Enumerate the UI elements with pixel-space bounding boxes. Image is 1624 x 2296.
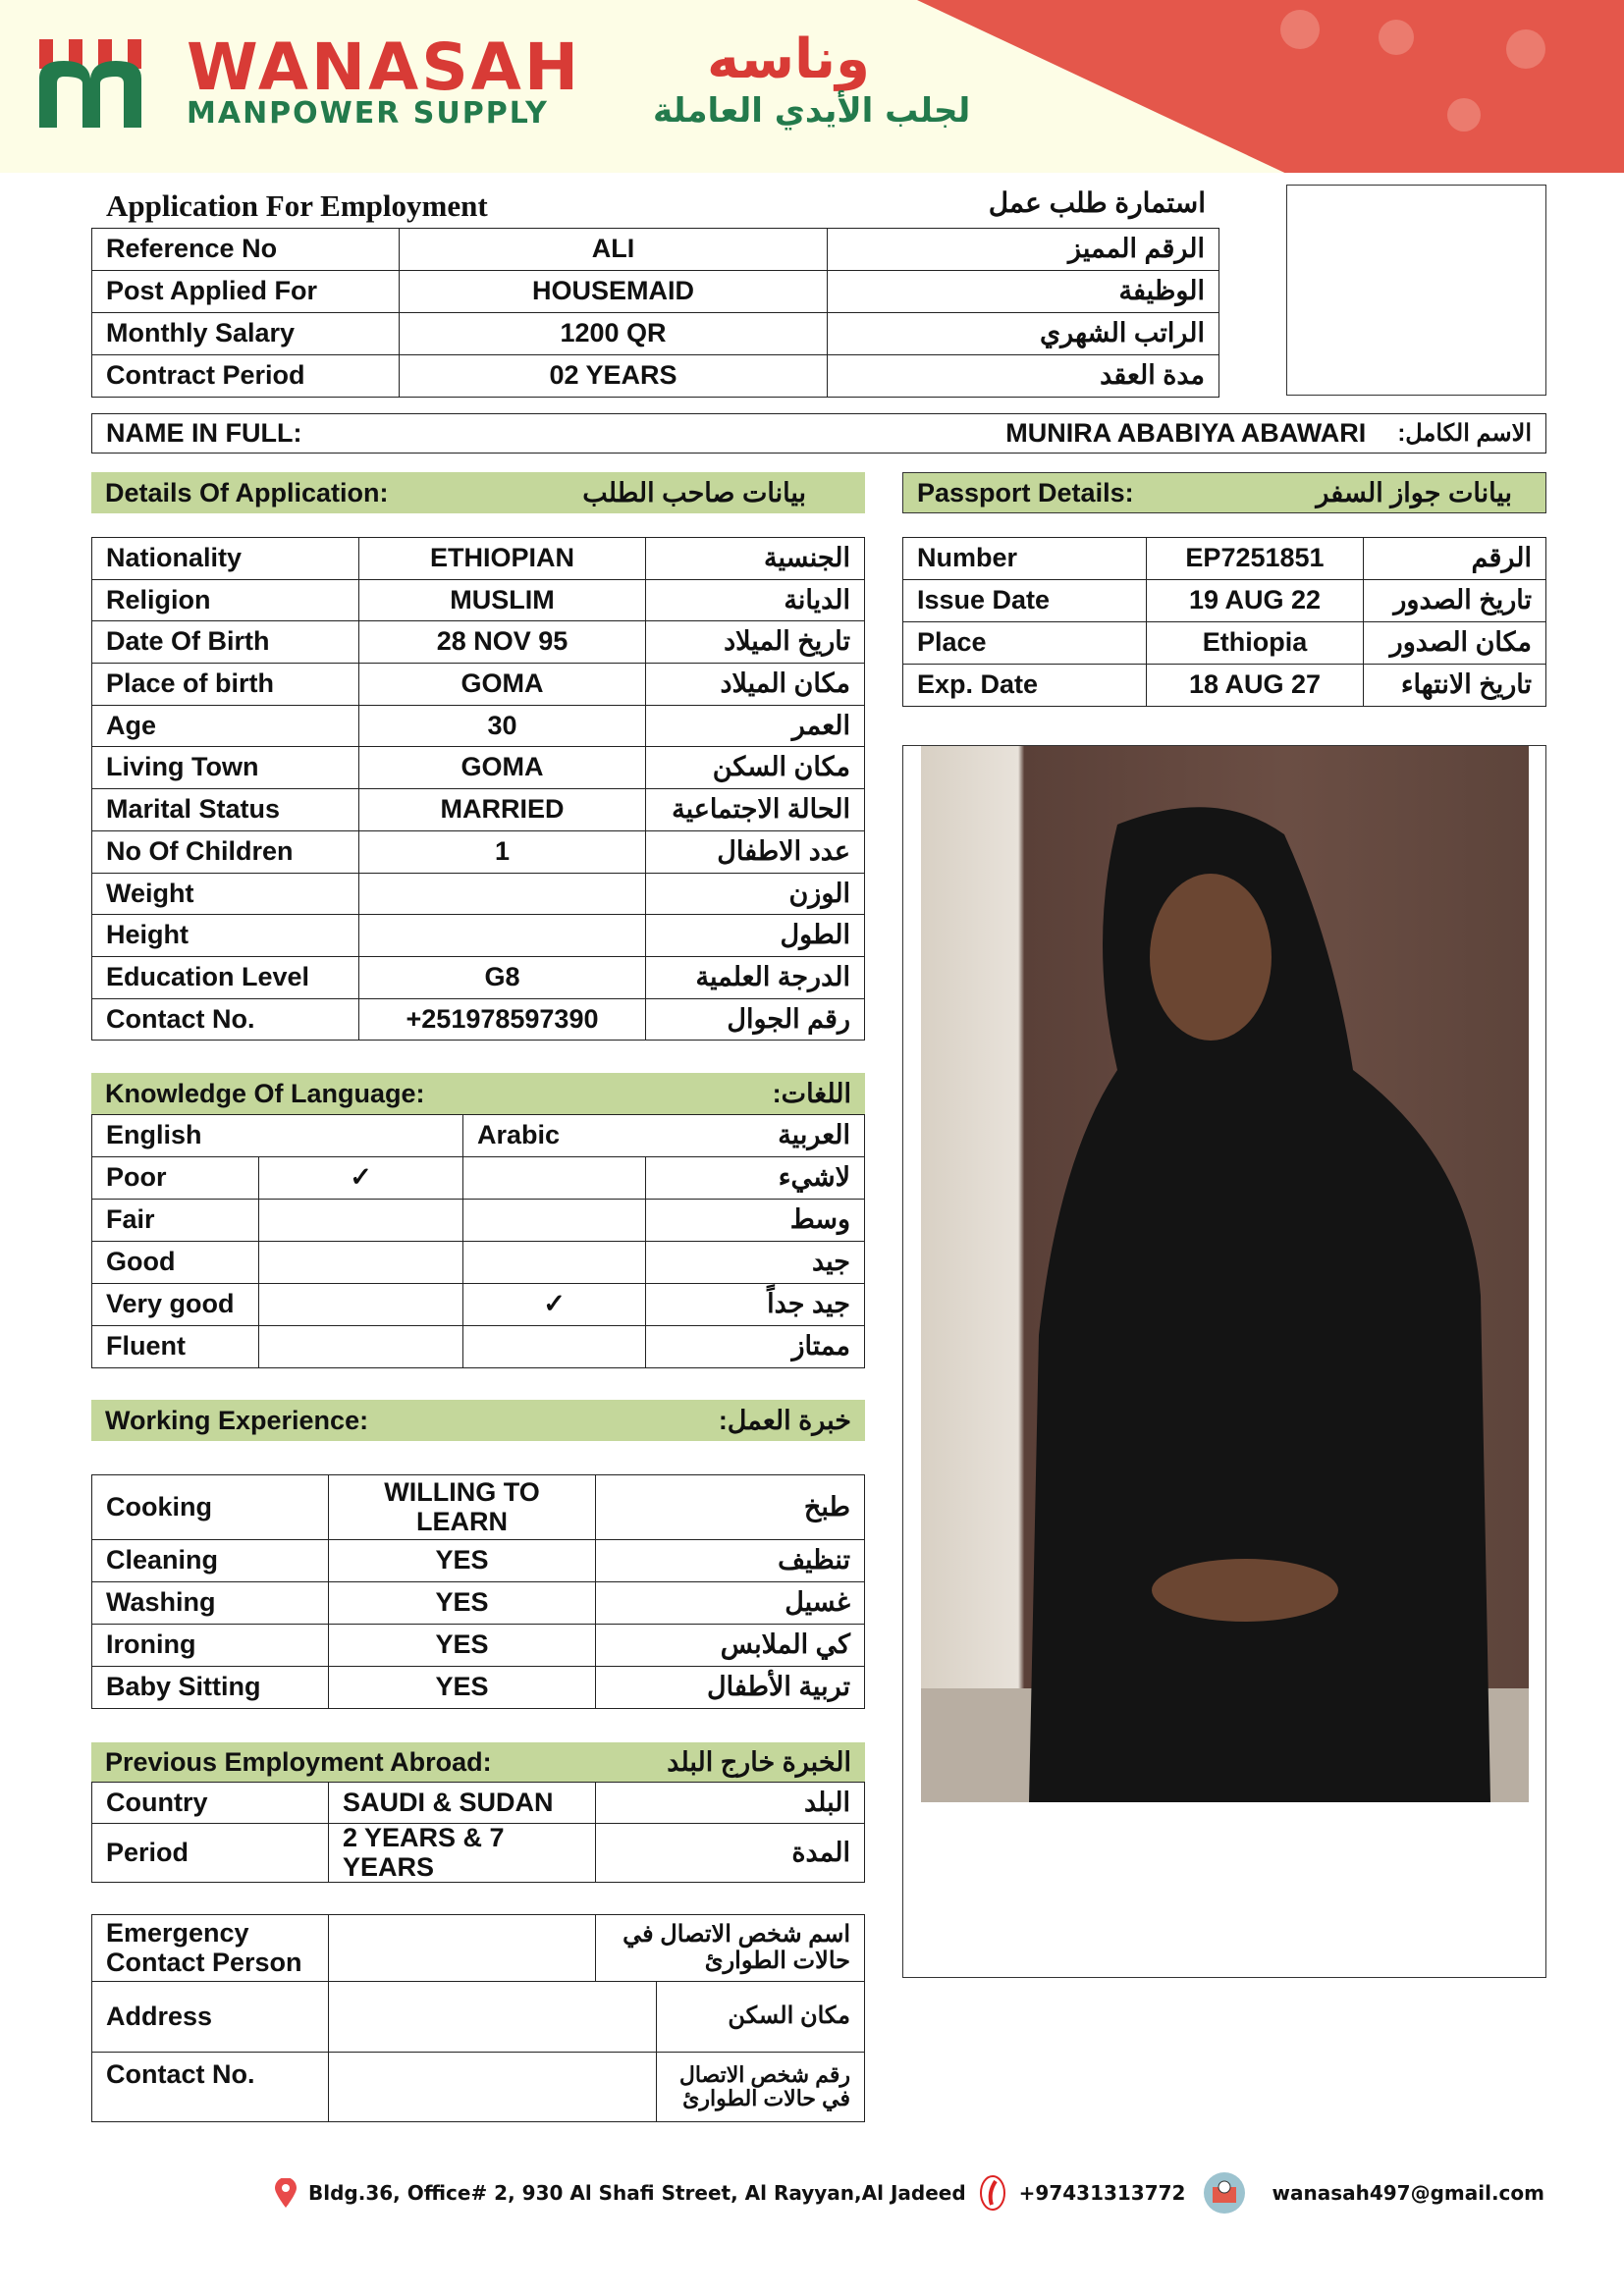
- label-arabic: المدة: [596, 1824, 865, 1883]
- label: Exp. Date: [903, 665, 1147, 707]
- label-arabic: غسيل: [596, 1582, 865, 1625]
- value: +251978597390: [359, 998, 646, 1041]
- section-title: Working Experience:: [105, 1405, 369, 1435]
- label-arabic: تربية الأطفال: [596, 1667, 865, 1709]
- label: Country: [92, 1783, 329, 1824]
- label-arabic: البلد: [596, 1783, 865, 1824]
- table-row: [92, 538, 865, 580]
- table-row: [92, 1824, 865, 1883]
- proficiency-label-arabic: وسط: [646, 1200, 865, 1242]
- label-arabic: طبخ: [596, 1475, 865, 1540]
- label: Baby Sitting: [92, 1667, 329, 1709]
- label-arabic: الجنسية: [646, 538, 865, 580]
- label-arabic: اسم شخص الاتصال في حالات الطوارئ: [596, 1915, 865, 1982]
- table-row: [92, 355, 1219, 398]
- value: YES: [329, 1667, 596, 1709]
- table-row: [903, 580, 1546, 622]
- label: Contact No.: [92, 2053, 329, 2122]
- table-row: [92, 1540, 865, 1582]
- value: 18 AUG 27: [1147, 665, 1364, 707]
- form-title: Application For Employment: [106, 188, 488, 223]
- label-arabic: تنظيف: [596, 1540, 865, 1582]
- table-row: [92, 1475, 865, 1540]
- label: No Of Children: [92, 830, 359, 873]
- value: YES: [329, 1540, 596, 1582]
- value: 28 NOV 95: [359, 621, 646, 664]
- table-row: [903, 665, 1546, 707]
- label-arabic: كي الملابس: [596, 1625, 865, 1667]
- value: 1200 QR: [400, 313, 828, 355]
- section-title: Knowledge Of Language:: [105, 1078, 425, 1108]
- section-title: Passport Details:: [917, 477, 1134, 507]
- table-row: [92, 664, 865, 706]
- brand-subtitle: MANPOWER SUPPLY: [187, 96, 549, 131]
- table-row: [92, 313, 1219, 355]
- proficiency-label-arabic: جيد جداً: [646, 1284, 865, 1326]
- applicant-photo-frame: [902, 745, 1546, 1978]
- label-arabic: رقم الجوال: [646, 998, 865, 1041]
- value: 19 AUG 22: [1147, 580, 1364, 622]
- value: YES: [329, 1582, 596, 1625]
- label: Living Town: [92, 747, 359, 789]
- details-section-header: [91, 472, 865, 513]
- language-table: [91, 1114, 865, 1368]
- table-row: [92, 1625, 865, 1667]
- label: Contract Period: [92, 355, 400, 398]
- label: Number: [903, 538, 1147, 580]
- table-row: [92, 915, 865, 957]
- label: Ironing: [92, 1625, 329, 1667]
- label-arabic: الراتب الشهري: [828, 313, 1219, 355]
- proficiency-label: Fluent: [92, 1326, 259, 1368]
- label-arabic: مدة العقد: [828, 355, 1219, 398]
- value: [359, 915, 646, 957]
- arabic-check-cell: [463, 1242, 646, 1284]
- previous-employment-table: [91, 1782, 865, 1883]
- label-arabic: تاريخ الصدور: [1364, 580, 1546, 622]
- value: WILLING TO LEARN: [329, 1475, 596, 1540]
- location-pin-icon: [275, 2178, 297, 2208]
- table-row: [92, 1157, 865, 1200]
- table-row: [92, 789, 865, 831]
- value: GOMA: [359, 664, 646, 706]
- label-arabic: الدرجة العلمية: [646, 956, 865, 998]
- label: Place of birth: [92, 664, 359, 706]
- arabic-check-cell: [463, 1200, 646, 1242]
- column-header-english: English: [92, 1115, 463, 1157]
- label: Reference No: [92, 229, 400, 271]
- english-check-cell: [259, 1242, 463, 1284]
- label: Issue Date: [903, 580, 1147, 622]
- experience-table: [91, 1474, 865, 1709]
- value: 2 YEARS & 7 YEARS: [329, 1824, 596, 1883]
- table-row: [92, 1326, 865, 1368]
- brand-name-arabic: وناسه: [707, 27, 870, 91]
- label-arabic: مكان الصدور: [1364, 622, 1546, 665]
- value: G8: [359, 956, 646, 998]
- section-title-arabic: الخبرة خارج البلد: [667, 1746, 851, 1777]
- company-logo-icon: [39, 39, 187, 128]
- table-row: [92, 1582, 865, 1625]
- table-row: [92, 1982, 865, 2053]
- table-row: [92, 579, 865, 621]
- english-check-cell: [259, 1326, 463, 1368]
- full-name-label-arabic: الاسم الكامل:: [1397, 420, 1532, 447]
- arabic-check-cell: [463, 1157, 646, 1200]
- label: Cleaning: [92, 1540, 329, 1582]
- details-table: [91, 537, 865, 1041]
- proficiency-label: Good: [92, 1242, 259, 1284]
- applicant-photo: [921, 746, 1529, 1802]
- table-row: [92, 998, 865, 1041]
- value: GOMA: [359, 747, 646, 789]
- table-row: [92, 2053, 865, 2122]
- section-title: Previous Employment Abroad:: [105, 1746, 492, 1777]
- label: Education Level: [92, 956, 359, 998]
- value: MARRIED: [359, 789, 646, 831]
- table-row: [92, 1115, 865, 1157]
- label-arabic: الرقم المميز: [828, 229, 1219, 271]
- photo-placeholder-box: [1286, 185, 1546, 396]
- value: Ethiopia: [1147, 622, 1364, 665]
- label-arabic: الحالة الاجتماعية: [646, 789, 865, 831]
- label: Weight: [92, 873, 359, 915]
- label-arabic: الطول: [646, 915, 865, 957]
- table-row: [92, 1915, 865, 1982]
- value: 30: [359, 705, 646, 747]
- table-row: [92, 1284, 865, 1326]
- label: Washing: [92, 1582, 329, 1625]
- label: Marital Status: [92, 789, 359, 831]
- full-name-value: MUNIRA ABABIYA ABAWARI: [1005, 418, 1367, 448]
- column-header-arabic: Arabic: [463, 1115, 646, 1157]
- email-icon: [1203, 2171, 1246, 2215]
- section-title-arabic: اللغات:: [772, 1078, 851, 1108]
- english-check-cell: [259, 1200, 463, 1242]
- english-check-cell: [259, 1284, 463, 1326]
- label: Period: [92, 1824, 329, 1883]
- label: Contact No.: [92, 998, 359, 1041]
- proficiency-label-arabic: ممتاز: [646, 1326, 865, 1368]
- label-arabic: مكان السكن: [657, 1982, 865, 2053]
- full-name-row: [91, 413, 1546, 454]
- footer-email[interactable]: wanasah497@gmail.com: [1272, 2181, 1544, 2205]
- label: Post Applied For: [92, 271, 400, 313]
- value: MUSLIM: [359, 579, 646, 621]
- section-title-arabic: بيانات صاحب الطلب: [582, 477, 806, 507]
- value: [359, 873, 646, 915]
- label-arabic: الرقم: [1364, 538, 1546, 580]
- brand-subtitle-arabic: لجلب الأيدي العاملة: [653, 91, 971, 131]
- column-header-arabic-label: العربية: [646, 1115, 865, 1157]
- label-arabic: مكان الميلاد: [646, 664, 865, 706]
- person-figure-icon: [921, 746, 1529, 1802]
- value: [329, 2053, 657, 2122]
- label: Religion: [92, 579, 359, 621]
- decorative-banner: [917, 0, 1624, 173]
- label: Date Of Birth: [92, 621, 359, 664]
- value: SAUDI & SUDAN: [329, 1783, 596, 1824]
- value: [329, 1982, 657, 2053]
- label-arabic: الوظيفة: [828, 271, 1219, 313]
- summary-table: [91, 228, 1219, 398]
- footer-phone[interactable]: +97431313772: [1018, 2181, 1186, 2205]
- phone-icon: [978, 2173, 1007, 2213]
- label: Age: [92, 705, 359, 747]
- table-row: [92, 873, 865, 915]
- label-arabic: العمر: [646, 705, 865, 747]
- passport-section-header: [902, 472, 1546, 513]
- proficiency-label: Very good: [92, 1284, 259, 1326]
- table-row: [92, 705, 865, 747]
- label-arabic: تاريخ الانتهاء: [1364, 665, 1546, 707]
- table-row: [903, 622, 1546, 665]
- label-arabic: رقم شخص الاتصال في حالات الطوارئ: [657, 2053, 865, 2122]
- table-row: [92, 1200, 865, 1242]
- table-row: [92, 621, 865, 664]
- section-title: Details Of Application:: [105, 477, 389, 507]
- form-title-arabic: استمارة طلب عمل: [988, 187, 1206, 218]
- proficiency-label: Fair: [92, 1200, 259, 1242]
- table-row: [903, 538, 1546, 580]
- passport-table: [902, 537, 1546, 707]
- table-row: [92, 1667, 865, 1709]
- experience-section-header: [91, 1400, 865, 1441]
- table-row: [92, 747, 865, 789]
- table-row: [92, 271, 1219, 313]
- arabic-check-cell: [463, 1326, 646, 1368]
- label-arabic: عدد الاطفال: [646, 830, 865, 873]
- label-arabic: تاريخ الميلاد: [646, 621, 865, 664]
- label: Height: [92, 915, 359, 957]
- label: Cooking: [92, 1475, 329, 1540]
- language-section-header: [91, 1073, 865, 1114]
- value: 02 YEARS: [400, 355, 828, 398]
- label: Address: [92, 1982, 329, 2053]
- table-row: [92, 830, 865, 873]
- section-title-arabic: خبرة العمل:: [718, 1405, 851, 1435]
- value: ETHIOPIAN: [359, 538, 646, 580]
- letterhead: [0, 0, 1624, 173]
- table-row: [92, 1783, 865, 1824]
- label-arabic: الديانة: [646, 579, 865, 621]
- proficiency-label-arabic: لاشيء: [646, 1157, 865, 1200]
- table-row: [92, 956, 865, 998]
- arabic-check-cell: ✓: [463, 1284, 646, 1326]
- table-row: [92, 229, 1219, 271]
- value: EP7251851: [1147, 538, 1364, 580]
- table-row: [92, 1242, 865, 1284]
- value: 1: [359, 830, 646, 873]
- value: HOUSEMAID: [400, 271, 828, 313]
- value: YES: [329, 1625, 596, 1667]
- english-check-cell: ✓: [259, 1157, 463, 1200]
- proficiency-label: Poor: [92, 1157, 259, 1200]
- section-title-arabic: بيانات جواز السفر: [1316, 477, 1512, 507]
- value: ALI: [400, 229, 828, 271]
- label: Nationality: [92, 538, 359, 580]
- label-arabic: الوزن: [646, 873, 865, 915]
- previous-employment-section-header: [91, 1742, 865, 1782]
- proficiency-label-arabic: جيد: [646, 1242, 865, 1284]
- full-name-label: NAME IN FULL:: [106, 418, 302, 448]
- label: Place: [903, 622, 1147, 665]
- brand-name: WANASAH: [187, 29, 582, 105]
- label: Emergency Contact Person: [92, 1915, 329, 1982]
- value: [329, 1915, 596, 1982]
- footer-contact-bar: [275, 2171, 1544, 2215]
- label-arabic: مكان السكن: [646, 747, 865, 789]
- footer-address: Bldg.36, Office# 2, 930 Al Shafi Street, Al Rayyan,Al Jadeed: [308, 2181, 966, 2205]
- label: Monthly Salary: [92, 313, 400, 355]
- emergency-contact-table: [91, 1914, 865, 2122]
